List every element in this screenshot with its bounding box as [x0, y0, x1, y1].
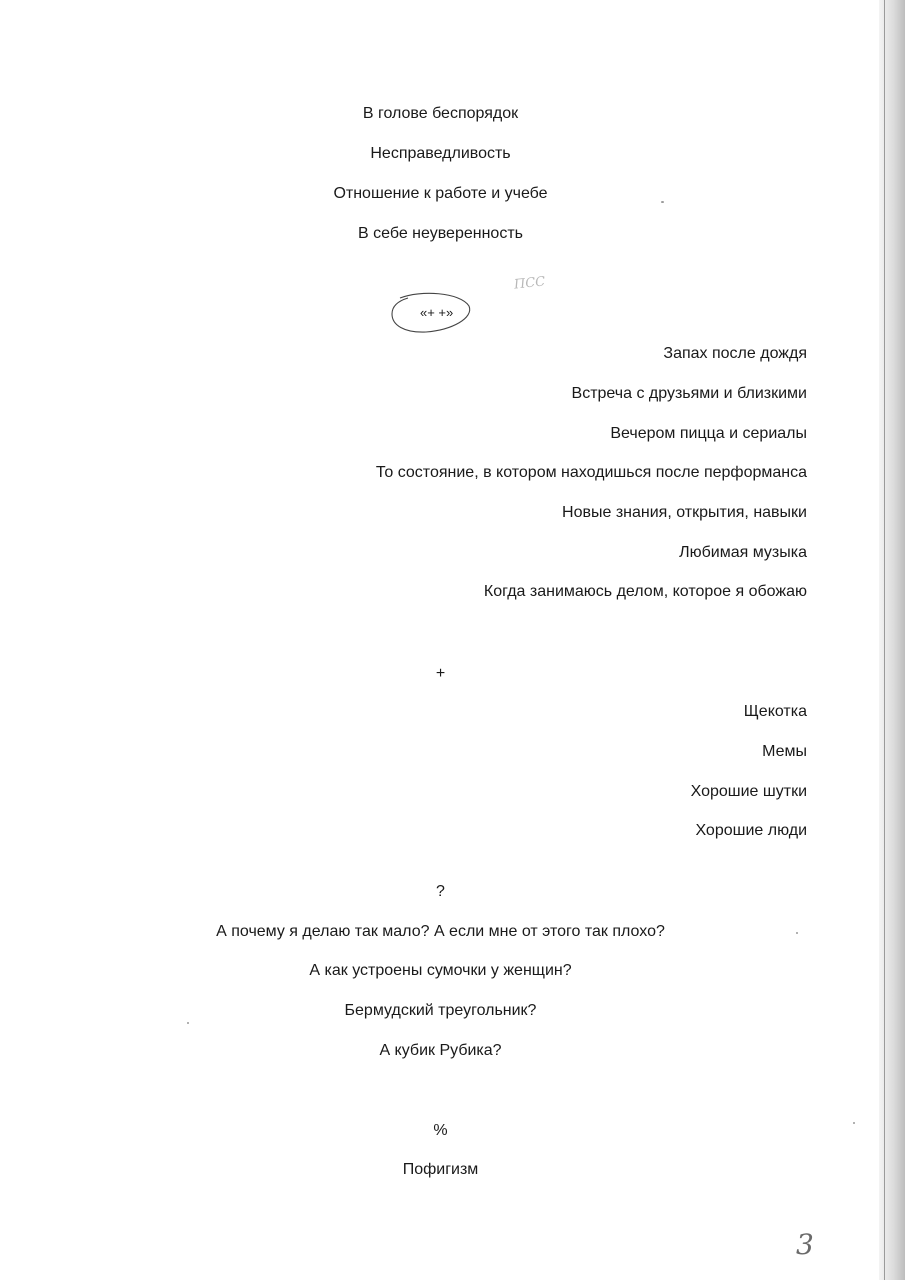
- percent-symbol: %: [433, 1122, 448, 1139]
- page-number: 3: [796, 1228, 814, 1261]
- negative-line-2: Несправедливость: [370, 145, 511, 162]
- double-plus-line-5: Новые знания, открытия, навыки: [562, 504, 807, 521]
- scan-speck: [661, 201, 664, 203]
- plus-line-1: Щекотка: [743, 703, 807, 720]
- scan-edge-line: [884, 0, 885, 1280]
- double-plus-line-7: Когда занимаюсь делом, которое я обожаю: [483, 583, 807, 600]
- plus-line-4: Хорошие люди: [695, 822, 807, 839]
- question-line-1: А почему я делаю так мало? А если мне от этого так плохо?: [216, 923, 665, 940]
- pencil-note: ПСС: [513, 274, 546, 293]
- double-plus-line-4: То состояние, в котором находишься после перформанса: [375, 464, 807, 481]
- question-line-2: А как устроены сумочки у женщин?: [309, 962, 572, 979]
- scan-edge-shadow: [879, 0, 905, 1280]
- question-line-4: А кубик Рубика?: [379, 1042, 502, 1059]
- double-plus-line-1: Запах после дождя: [663, 345, 807, 362]
- plus-symbol: +: [435, 665, 446, 682]
- negative-line-4: В себе неуверенность: [358, 225, 523, 242]
- negative-line-3: Отношение к работе и учебе: [333, 185, 548, 202]
- double-plus-line-3: Вечером пицца и сериалы: [610, 425, 807, 442]
- plus-line-2: Мемы: [762, 743, 807, 760]
- scan-speck: [187, 1022, 189, 1024]
- negative-line-1: В голове беспорядок: [362, 105, 519, 122]
- question-line-3: Бермудский треугольник?: [344, 1002, 537, 1019]
- double-plus-line-2: Встреча с друзьями и близкими: [571, 385, 807, 402]
- double-plus-line-6: Любимая музыка: [679, 544, 807, 561]
- percent-line-1: Пофигизм: [402, 1161, 479, 1178]
- scan-speck: [853, 1122, 855, 1124]
- scan-speck: [796, 932, 798, 934]
- double-plus-label: «+ +»: [420, 305, 454, 320]
- plus-line-3: Хорошие шутки: [690, 783, 807, 800]
- question-symbol: ?: [436, 883, 445, 900]
